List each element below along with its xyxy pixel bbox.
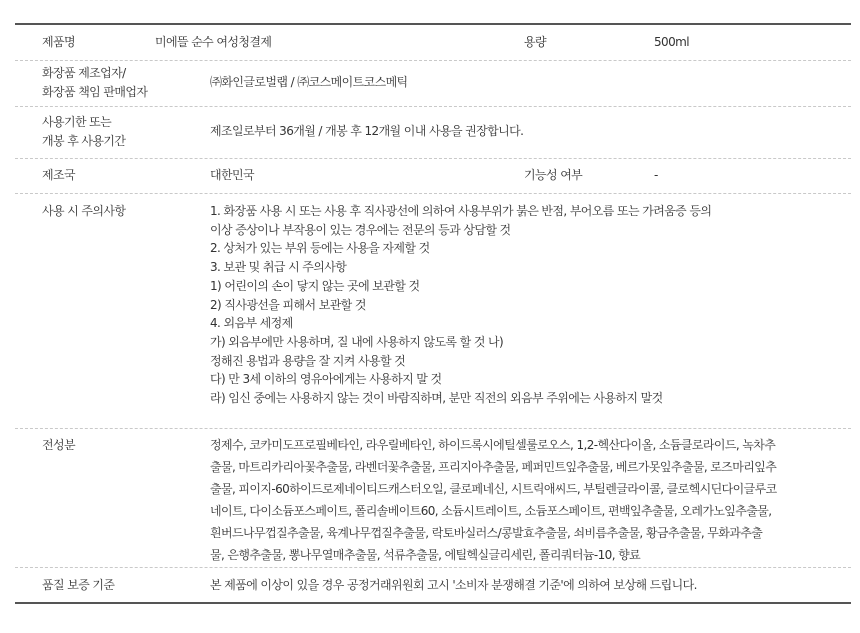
precaution-line: 이상 증상이나 부작용이 있는 경우에는 전문의 등과 상담할 것 — [210, 222, 511, 237]
row-divider — [15, 60, 851, 61]
manufacturer-label-line: 화장품 책임 판매업자 — [42, 84, 148, 99]
expiry-label-line: 사용기한 또는 — [42, 115, 112, 129]
manufacturer-value: ㈜화인글로벌랩 / ㈜코스메이트코스메틱 — [210, 75, 408, 89]
precaution-line: 다) 만 3세 이하의 영유아에게는 사용하지 말 것 — [210, 372, 442, 387]
capacity-value: 500ml — [654, 35, 689, 49]
precaution-line: 1) 어린이의 손이 닿지 않는 곳에 보관할 것 — [210, 278, 420, 293]
precaution-line: 3. 보관 및 취급 시 주의사항 — [210, 260, 347, 275]
ingredients-list — [210, 434, 850, 566]
row-divider — [15, 106, 851, 107]
ingredients-line: 네이트, 다이소듐포스페이트, 폴리솔베이트60, 소듐시트레이트, 소듐포스페이트, 편백잎추출물, 오레가노잎추출물, — [210, 504, 772, 518]
row-divider — [15, 567, 851, 568]
precaution-line: 2) 직사광선을 피해서 보관할 것 — [210, 297, 366, 312]
ingredients-line: 출물, 피이지-60하이드로제네이티드캐스터오일, 클로페네신, 시트릭애씨드, 부틸렌글라이콜, 클로헥시딘다이글루코 — [210, 482, 777, 496]
functional-label: 기능성 여부 — [524, 168, 583, 182]
ingredients-label: 전성분 — [42, 438, 75, 452]
expiry-value: 제조일로부터 36개월 / 개봉 후 12개월 이내 사용을 권장합니다. — [210, 124, 524, 138]
row-divider — [15, 158, 851, 159]
ingredients-line: 출물, 마트리카리아꽃추출물, 라벤더꽃추출물, 프리지아추출물, 페퍼민트잎추출물, 베르가못잎추출물, 로즈마리잎추 — [210, 460, 777, 474]
row-divider — [15, 428, 851, 429]
ingredients-line: 물, 은행추출물, 뽕나무열매추출물, 석류추출물, 에틸헥실글리세린, 폴리쿼터늄-10, 향료 — [210, 548, 641, 562]
precaution-line: 4. 외음부 세정제 — [210, 316, 293, 331]
manufacturer-label-line: 화장품 제조업자/ — [42, 66, 126, 80]
origin-value: 대한민국 — [210, 168, 254, 182]
capacity-label: 용량 — [524, 35, 546, 49]
ingredients-line: 흰버드나무껍질추출물, 육계나무껍질추출물, 락토바실러스/콩발효추출물, 쇠비름추출물, 황금추출물, 무화과추출 — [210, 526, 763, 540]
table-bottom-rule — [15, 602, 851, 604]
quality-value: 본 제품에 이상이 있을 경우 공정거래위원회 고시 '소비자 분쟁해결 기준'에 의하여 보상해 드립니다. — [210, 578, 697, 592]
precaution-line: 가) 외음부에만 사용하며, 질 내에 사용하지 않도록 할 것 나) — [210, 334, 504, 349]
precautions-label: 사용 시 주의사항 — [42, 204, 126, 218]
precaution-line: 정해진 용법과 용량을 잘 지켜 사용할 것 — [210, 353, 406, 368]
quality-label: 품질 보증 기준 — [42, 578, 115, 592]
precaution-line: 1. 화장품 사용 시 또는 사용 후 직사광선에 의하여 사용부위가 붉은 반점, 부어오름 또는 가려움증 등의 — [210, 204, 712, 218]
functional-value: - — [654, 168, 658, 182]
origin-label: 제조국 — [42, 168, 75, 182]
product-name-label: 제품명 — [42, 35, 75, 49]
expiry-label — [42, 113, 125, 150]
manufacturer-label — [42, 64, 147, 101]
product-name-value: 미에뜰 순수 여성청결제 — [155, 35, 272, 49]
precaution-line: 2. 상처가 있는 부위 등에는 사용을 자제할 것 — [210, 241, 430, 256]
row-divider — [15, 193, 851, 194]
ingredients-line: 정제수, 코카미도프로필베타인, 라우릴베타인, 하이드록시에틸셀룰로오스, 1,2-헥산다이올, 소듐클로라이드, 녹차추 — [210, 438, 776, 452]
precautions-list — [210, 202, 711, 408]
table-top-rule — [15, 23, 851, 25]
expiry-label-line: 개봉 후 사용기간 — [42, 133, 126, 148]
precaution-line: 라) 임신 중에는 사용하지 않는 것이 바람직하며, 분만 직전의 외음부 주위에는 사용하지 말것 — [210, 391, 663, 406]
